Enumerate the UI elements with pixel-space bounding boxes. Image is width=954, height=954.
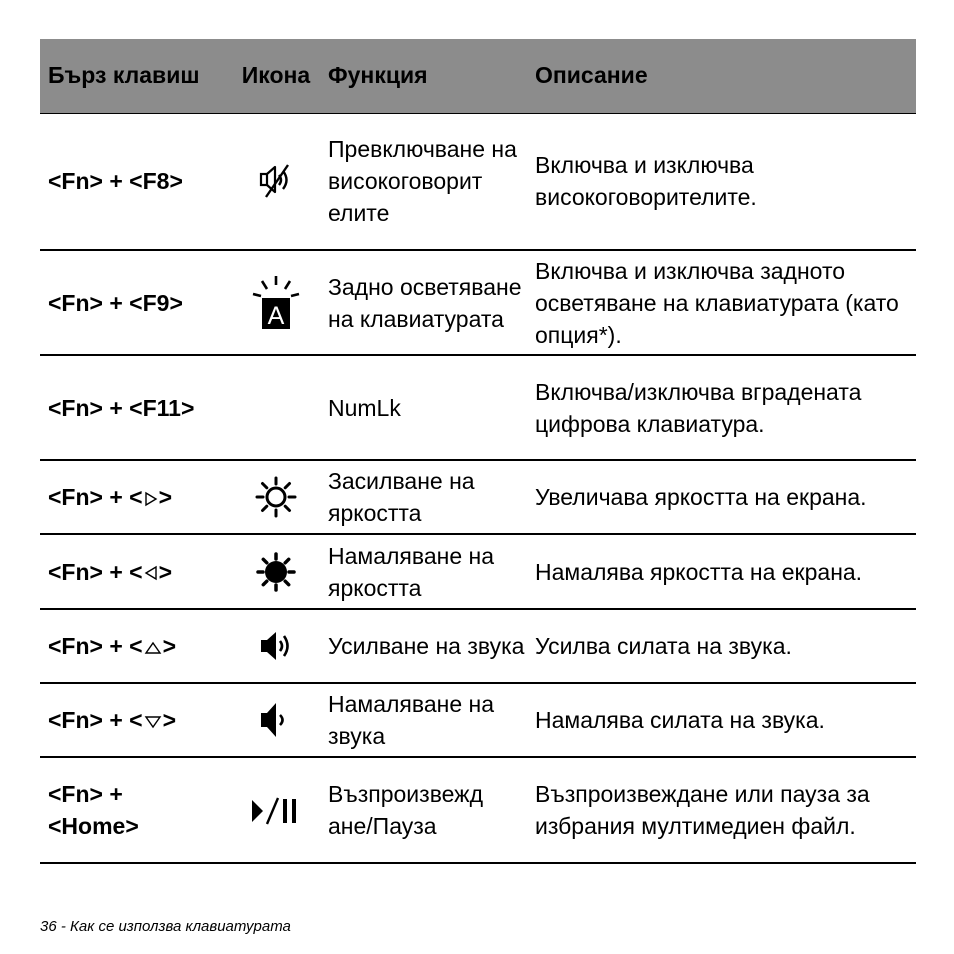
table-row [40,534,916,609]
table-row [40,460,916,534]
description-cell: Включва/изключва вградената цифрова клавиатура. [531,355,916,460]
function-cell: Засилване на яркостта [326,460,531,534]
hotkey-cell [40,460,226,534]
keyboard-backlight-icon [249,273,303,333]
hotkey-cell: <Fn> + <F11> [40,355,226,460]
icon-cell [226,113,326,250]
table-row [40,757,916,863]
hotkey-suffix: > [162,633,177,659]
table-row [40,683,916,757]
icon-cell [226,534,326,609]
icon-cell [226,250,326,355]
hotkey-table [40,39,916,864]
volume-down-icon [256,698,296,742]
function-cell: Намаляване на яркостта [326,534,531,609]
function-cell: Превключване на високоговорит елите [326,113,531,250]
hotkey-prefix: <Fn> + < [48,558,143,585]
hotkey-suffix: > [158,558,173,585]
header-hotkey: Бърз клавиш [40,39,226,113]
arrow-up-icon [144,641,162,655]
header-icon: Икона [226,39,326,113]
icon-cell [226,609,326,683]
backlight-icon-letter: A [267,301,285,330]
hotkey-cell: <Fn> + <F8> [40,113,226,250]
description-cell: Намалява яркостта на екрана. [531,534,916,609]
volume-up-icon [256,626,296,666]
table-row [40,113,916,250]
description-cell: Включва и изключва задното осветяване на клавиатурата (като опция*). [531,250,916,355]
table-row [40,609,916,683]
function-cell: NumLk [326,355,531,460]
play-pause-icon [249,796,303,826]
hotkey-prefix: <Fn> + < [48,484,143,510]
function-cell: Усилване на звука [326,609,531,683]
brightness-down-icon [254,550,298,594]
header-function: Функция [326,39,531,113]
speaker-mute-icon [254,161,298,201]
description-cell: Усилва силата на звука. [531,609,916,683]
function-cell: Възпроизвежд ане/Пауза [326,757,531,863]
header-description: Описание [531,39,916,113]
description-cell: Включва и изключва високоговорителите. [531,113,916,250]
hotkey-line-2: <Home> [48,813,139,839]
icon-cell [226,683,326,757]
icon-cell [226,460,326,534]
brightness-up-icon [254,475,298,519]
description-cell: Намалява силата на звука. [531,683,916,757]
description-cell: Възпроизвеждане или пауза за избрания мултимедиен файл. [531,757,916,863]
hotkey-line-1: <Fn> + [48,781,123,807]
table-header-row [40,39,916,113]
page-footer: 36 - Как се използва клавиатурата [40,918,291,935]
arrow-left-icon [144,565,158,581]
hotkey-suffix: > [162,707,177,733]
table-row [40,355,916,460]
function-cell: Задно осветяване на клавиатурата [326,250,531,355]
icon-cell [226,355,326,460]
function-cell: Намаляване на звука [326,683,531,757]
hotkey-cell [40,534,226,609]
hotkey-cell [40,609,226,683]
hotkey-prefix: <Fn> + < [48,633,143,659]
description-cell: Увеличава яркостта на екрана. [531,460,916,534]
icon-cell [226,757,326,863]
arrow-down-icon [144,715,162,729]
table-row [40,250,916,355]
hotkey-cell [40,683,226,757]
hotkey-suffix: > [158,484,173,510]
hotkey-prefix: <Fn> + < [48,707,143,733]
arrow-right-icon [144,491,158,507]
hotkey-cell: <Fn> + <F9> [40,250,226,355]
hotkey-cell [40,757,226,863]
